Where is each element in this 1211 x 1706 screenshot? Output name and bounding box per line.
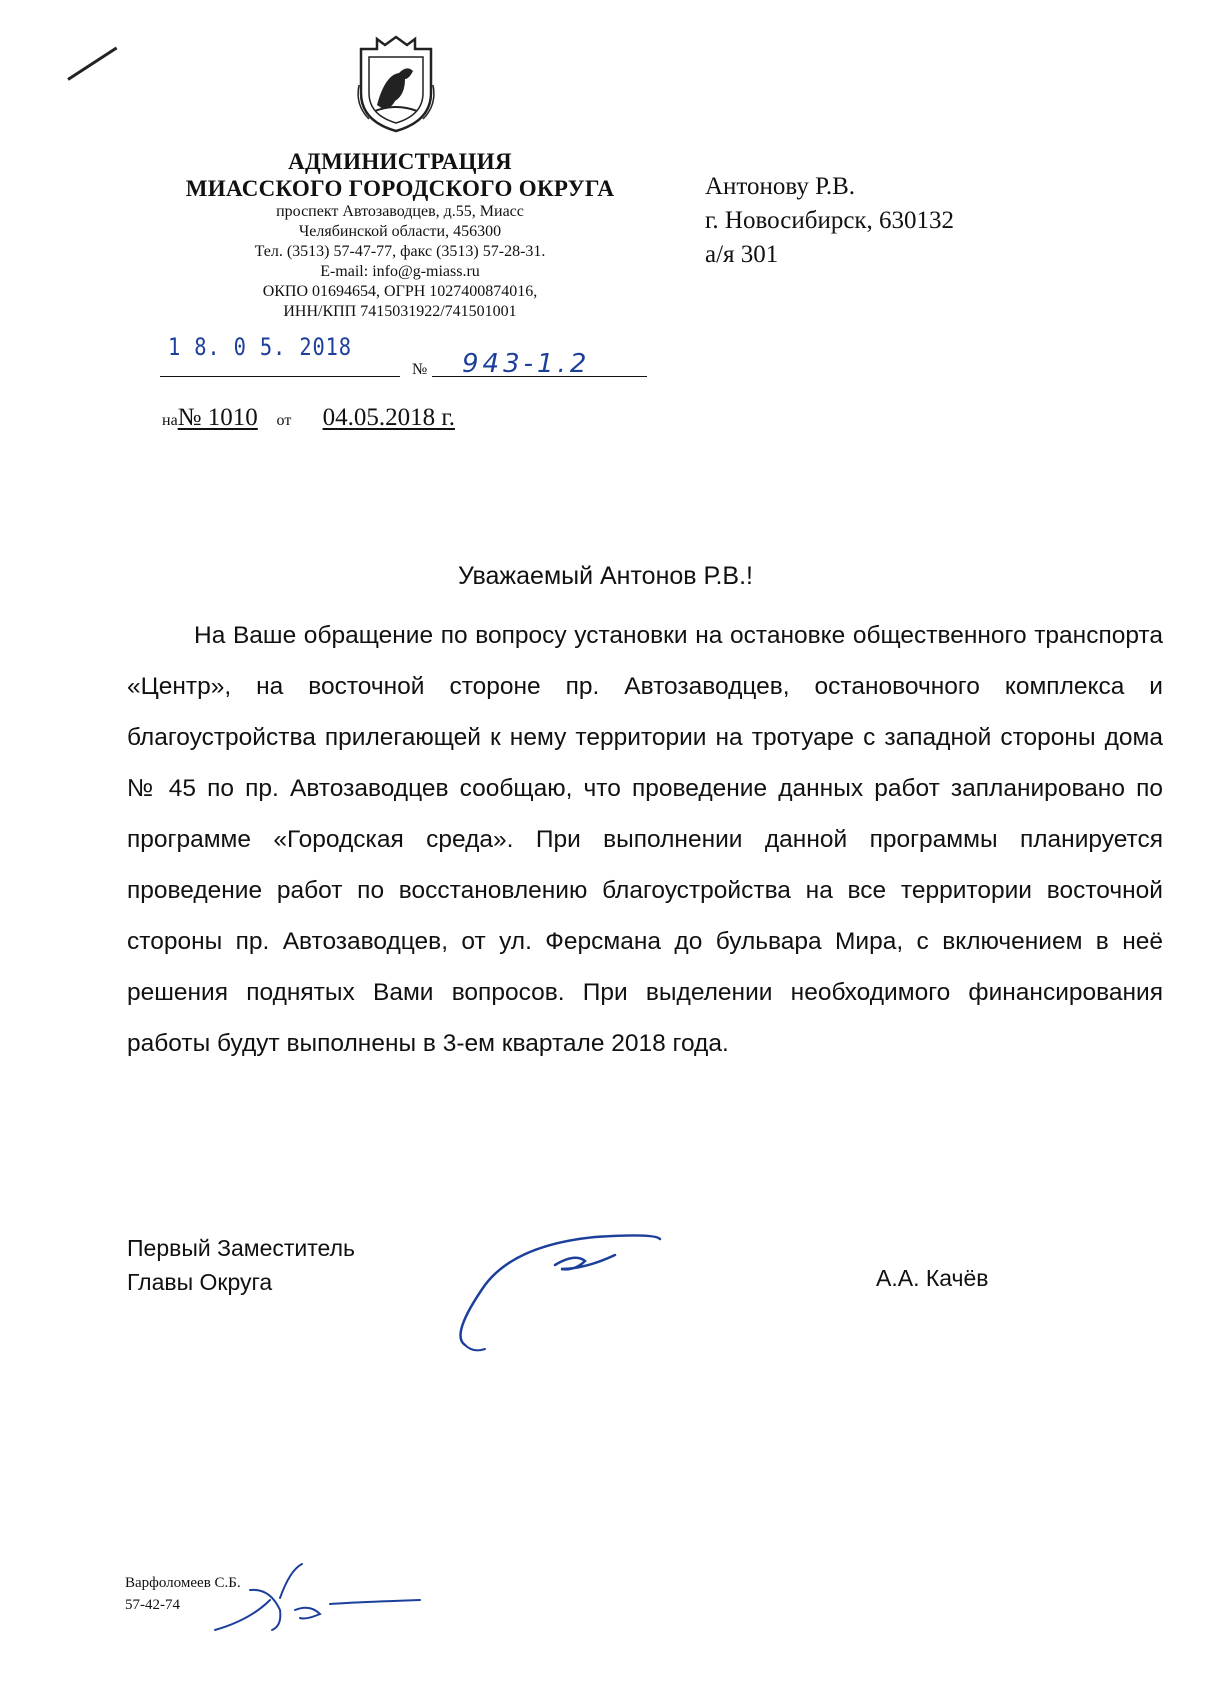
recipient-block	[705, 170, 954, 272]
recipient-city: г. Новосибирск, 630132	[705, 207, 955, 234]
reference-line	[162, 404, 455, 432]
letter-body: На Ваше обращение по вопросу установки на остановке общественного транспорта «Центр», на восточной стороне пр. Автозаводцев, остановочного комплекса и благоустройства прилегающей к нему территории на тротуаре с западной стороны дома № 45 по пр. Автозаводцев сообщаю, что проведение данных работ запланировано по программе «Городская среда». При выполнении данной программы планируется проведение работ по восстановлению благоустройства на все территории восточной стороны пр. Автозаводцев, от ул. Ферсмана до бульвара Мира, с включением в неё решения поднятых Вами вопросов. При выделении необходимого финансирования работы будут выполнены в 3-ем квартале 2018 года.	[127, 622, 1163, 1057]
reference-prefix: на	[162, 412, 178, 429]
org-name-line1: АДМИНИСТРАЦИЯ	[288, 149, 512, 174]
org-address1: проспект Автозаводцев, д.55, Миасс	[276, 203, 524, 220]
coat-of-arms-icon	[355, 35, 437, 135]
signatory-name: А.А. Качёв	[876, 1265, 989, 1291]
org-phone: Тел. (3513) 57-47-77, факс (3513) 57-28-31.	[254, 243, 546, 260]
handwritten-initials	[210, 1560, 430, 1640]
org-inn: ИНН/КПП 7415031922/741501001	[283, 303, 517, 320]
signatory-title-line1: Первый Заместитель	[127, 1235, 355, 1261]
greeting: Уважаемый Антонов Р.В.!	[458, 562, 753, 590]
org-address2: Челябинской области, 456300	[298, 223, 502, 240]
performer-name: Варфоломеев С.Б.	[125, 1575, 241, 1591]
handwritten-signature	[455, 1225, 675, 1360]
pen-mark	[67, 47, 117, 81]
registration-number-label: №	[412, 361, 428, 378]
org-okpo: ОКПО 01694654, ОГРН 1027400874016,	[262, 283, 538, 300]
performer-phone: 57-42-74	[125, 1597, 180, 1613]
reference-from: от	[276, 412, 292, 429]
recipient-box: а/я 301	[705, 241, 779, 268]
org-email: E-mail: info@g-miass.ru	[320, 263, 480, 280]
recipient-name: Антонову Р.В.	[705, 173, 856, 200]
signatory-title	[127, 1231, 355, 1299]
reference-date: 04.05.2018 г.	[322, 404, 455, 431]
org-name-line2: МИАССКОГО ГОРОДСКОГО ОКРУГА	[185, 176, 615, 201]
organization-header	[150, 148, 650, 322]
registration-date-line	[160, 376, 400, 377]
registration-number: 943-1.2	[462, 349, 591, 379]
signatory-title-line2: Главы Округа	[127, 1269, 273, 1295]
registration-date-stamp: 1 8. 0 5. 2018	[168, 333, 352, 361]
reference-number: № 1010	[177, 404, 258, 431]
